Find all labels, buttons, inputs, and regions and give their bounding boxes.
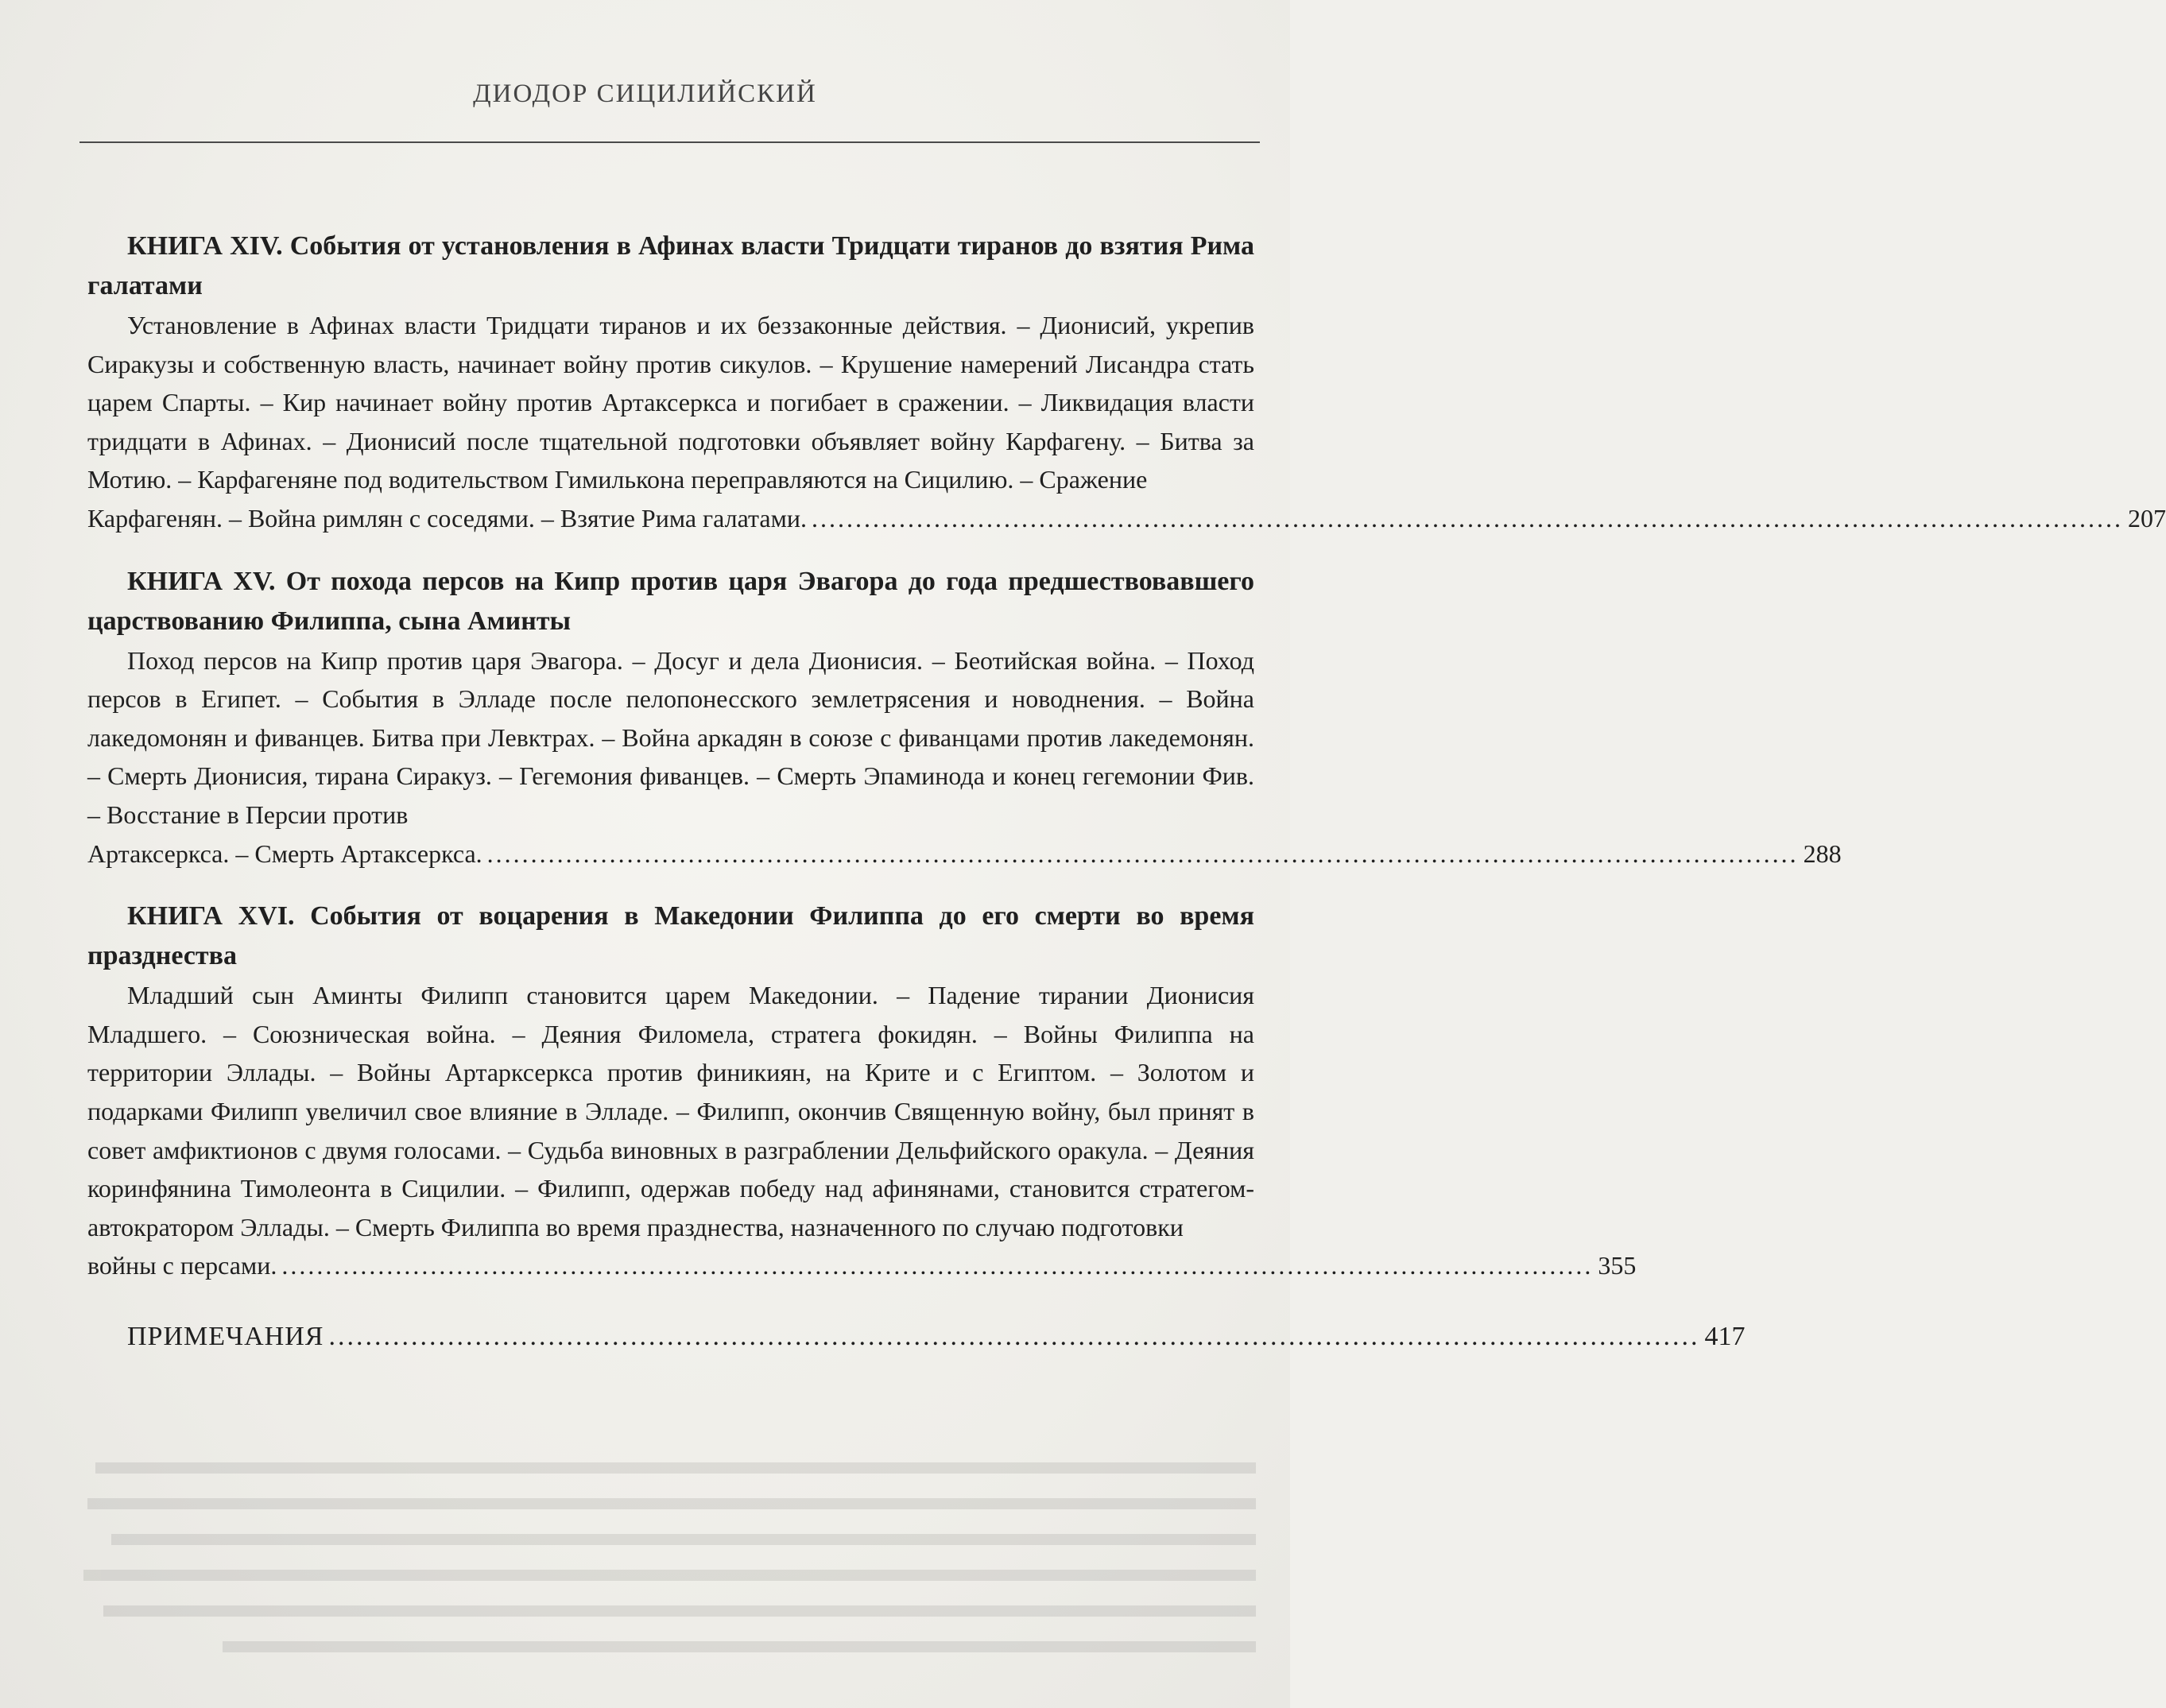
toc-entry-book-xvi	[87, 897, 1637, 1285]
dot-leader: ......................................................................................................................................................	[328, 1321, 1700, 1351]
dot-leader: ......................................................................................................................................................	[811, 503, 2123, 533]
book-summary: Установление в Афинах власти Тридцати тиранов и их беззаконные действия. – Дионисий, укрепив Сиракузы и собственную власть, начинает войну против сикулов. – Крушение намерений Лисандра стать царем Спарты. – Кир начинает войну против Артаксеркса и погибает в сражении. – Ликвидация власти тридцати в Афинах. – Дионисий после тщательной подготовки объявляет войну Карфагену. – Битва за Мотию. – Карфагеняне под водительством Гимилькона переправляются на Сицилию. – Сражение	[87, 311, 1254, 494]
toc-leader-line	[87, 835, 1842, 873]
page-number: 417	[1704, 1321, 1746, 1351]
notes-label: ПРИМЕЧАНИЯ	[127, 1321, 324, 1351]
book-heading: КНИГА XV. От похода персов на Кипр против царя Эвагора до года предшествовавшего царствованию Филиппа, сына Аминты	[87, 566, 1254, 636]
book-summary-last-line: Карфагенян. – Война римлян с соседями. – Взятие Рима галатами.	[87, 503, 807, 533]
toc-leader-line	[87, 1246, 1637, 1285]
running-head: ДИОДОР СИЦИЛИЙСКИЙ	[473, 79, 817, 108]
table-of-contents	[87, 227, 2166, 1357]
toc-leader-line	[87, 499, 2166, 538]
toc-entry-book-xv	[87, 562, 1842, 873]
dot-leader: ......................................................................................................................................................	[281, 1251, 1594, 1280]
book-summary: Поход персов на Кипр против царя Эвагора. – Досуг и дела Дионисия. – Беотийская война. – Поход персов в Египет. – События в Элладе после пелопонесского землетрясения и новоднения. – Война лакедомонян и фиванцев. Битва при Левктрах. – Война аркадян в союзе с фиванцами против лакедемонян. – Смерть Дионисия, тирана Сиракуз. – Гегемония фиванцев. – Смерть Эпаминода и конец гегемонии Фив. – Восстание в Персии против	[87, 645, 1254, 829]
page-number: 207	[2127, 503, 2166, 533]
page-number: 288	[1803, 839, 1842, 868]
book-summary-last-line: войны с персами.	[87, 1251, 277, 1280]
show-through-lines	[79, 1454, 1256, 1693]
header-rule	[79, 141, 1260, 143]
book-heading: КНИГА XIV. События от установления в Афинах власти Тридцати тиранов до взятия Рима галатами	[87, 231, 1254, 300]
show-through-texture	[79, 1454, 1256, 1693]
book-heading: КНИГА XVI. События от воцарения в Македонии Филиппа до его смерти во время празднества	[87, 901, 1254, 971]
book-summary-last-line: Артаксеркса. – Смерть Артаксеркса.	[87, 839, 482, 868]
book-summary: Младший сын Аминты Филипп становится царем Македонии. – Падение тирании Дионисия Младшего. – Союзническая война. – Деяния Филомела, стратега фокидян. – Войны Филиппа на территории Эллады. – Войны Артарксеркса против финикиян, на Крите и с Египтом. – Золотом и подарками Филипп увеличил свое влияние в Элладе. – Филипп, окончив Священную войну, был принят в совет амфиктионов с двумя голосами. – Судьба виновных в разграблении Дельфийского оракула. – Деяния коринфянина Тимолеонта в Сицилии. – Филипп, одержав победу над афинянами, становится стратегом-автократором Эллады. – Смерть Филиппа во время празднества, назначенного по случаю подготовки	[87, 981, 1254, 1241]
page-number: 355	[1598, 1251, 1637, 1280]
toc-entry-notes	[87, 1317, 1746, 1357]
dot-leader: ......................................................................................................................................................	[486, 839, 1799, 868]
toc-entry-book-xiv	[87, 227, 2166, 538]
